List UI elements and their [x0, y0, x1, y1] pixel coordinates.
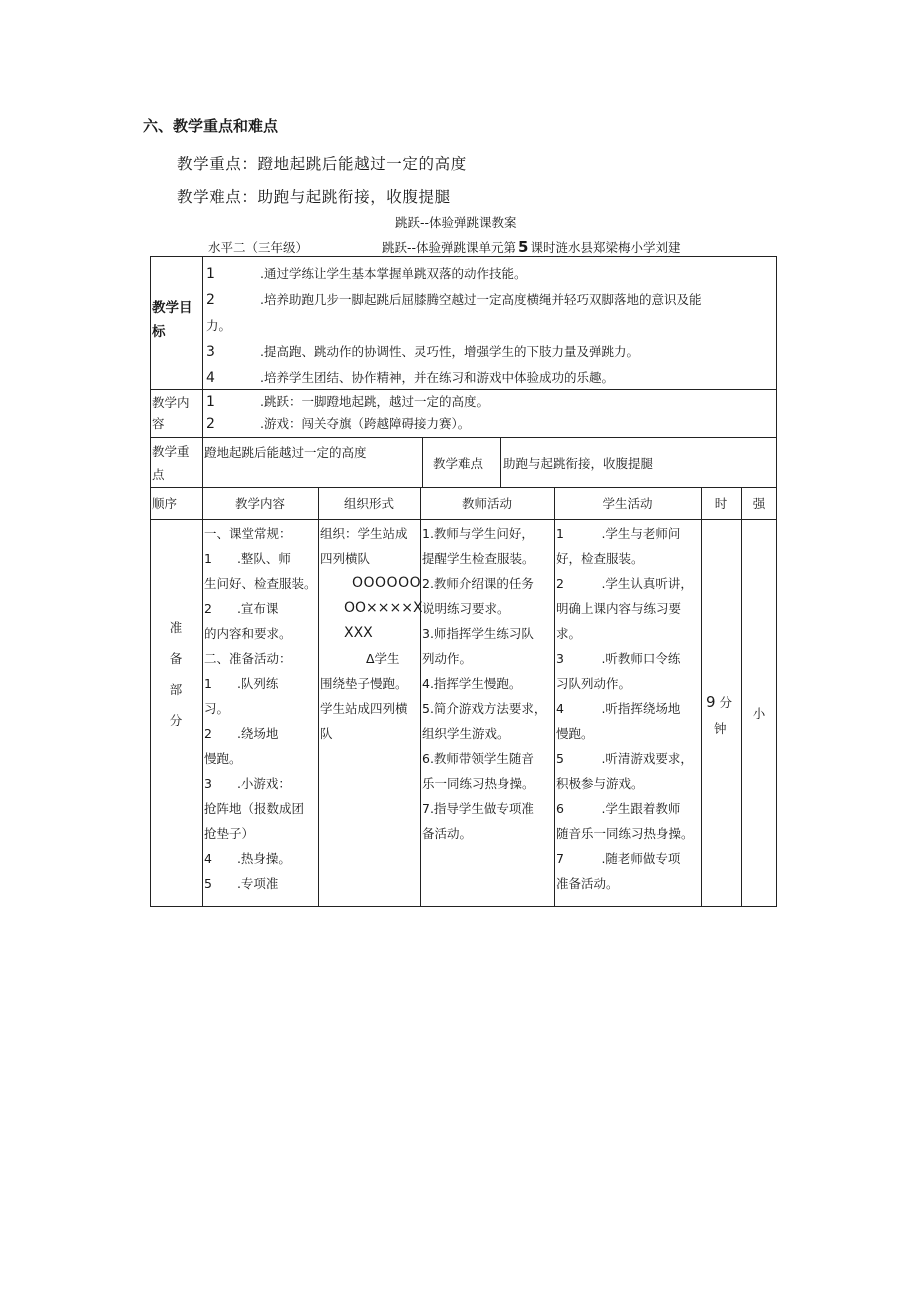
formation-row: OOOOOO	[352, 575, 422, 591]
goals-label-line2: 标	[152, 324, 166, 340]
formation-row: XXX	[344, 625, 373, 641]
prep-teacher-line: 5.简介游戏方法要求，	[422, 701, 547, 716]
prep-student-column	[556, 521, 694, 896]
prep-content-line: 4 .热身操。	[204, 851, 291, 866]
prep-teacher-line: 组织学生游戏。	[422, 726, 510, 741]
goal-item	[206, 287, 701, 313]
row-divider	[150, 519, 777, 520]
goal-text: .培养助跑几步一脚起跳后屈膝腾空越过一定高度横绳并轻巧双脚落地的意识及能	[260, 292, 702, 307]
key-point-line: 教学重点：蹬地起跳后能越过一定的高度	[177, 155, 467, 173]
header-content: 教学内容	[234, 496, 285, 511]
row-divider	[150, 487, 777, 488]
prep-student-line: 随音乐一同练习热身操。	[556, 826, 694, 841]
focus-label	[152, 440, 190, 486]
header-order: 顺序	[152, 496, 178, 511]
prep-student-line: 习队列动作。	[556, 676, 632, 691]
goal-number: 2	[206, 292, 215, 308]
prep-content-column	[204, 521, 317, 896]
prep-content-line: 的内容和要求。	[204, 626, 292, 641]
prep-content-line: 生问好、检查服装。	[204, 576, 317, 591]
focus-key-text: 蹬地起跳后能越过一定的高度	[204, 445, 367, 460]
goal-item	[206, 261, 701, 287]
prep-content-line: 一、课堂常规：	[204, 526, 292, 541]
content-number: 1	[206, 394, 215, 410]
prep-label-char: 分	[169, 713, 183, 728]
prep-org-line: 四列横队	[320, 551, 371, 566]
col-divider	[318, 487, 319, 907]
prep-student-line: 准备活动。	[556, 876, 619, 891]
prep-content-line: 3 .小游戏：	[204, 776, 291, 791]
prep-content-line: 2 .绕场地	[204, 726, 279, 741]
prep-teacher-line: 7.指导学生做专项准	[422, 801, 534, 816]
header-organization: 组织形式	[343, 496, 394, 511]
header-student: 学生活动	[602, 496, 653, 511]
formation-row: OO××××X	[344, 600, 423, 616]
prep-teacher-line: 1.教师与学生问好，	[422, 526, 534, 541]
meta-rest: 课时涟水县郑梁梅小学刘建	[530, 240, 681, 255]
col-divider	[701, 487, 702, 907]
prep-teacher-line: 列动作。	[422, 651, 473, 666]
prep-student-line: 5 .听清游戏要求，	[556, 751, 693, 766]
content-label	[152, 392, 190, 434]
goal-text: 力。	[206, 318, 232, 333]
meta-unit	[382, 238, 680, 256]
goal-item	[206, 313, 701, 339]
prep-student-line: 1 .学生与老师问	[556, 526, 681, 541]
goals-list	[206, 261, 701, 391]
time-number: 9	[706, 693, 716, 711]
goal-number: 3	[206, 344, 215, 360]
content-label-line1: 教学内	[152, 395, 190, 410]
document-title: 跳跃--体验弹跳课教案	[395, 215, 517, 230]
goal-number: 1	[206, 266, 215, 282]
content-list	[206, 391, 489, 435]
prep-teacher-line: 乐一同练习热身操。	[422, 776, 535, 791]
prep-content-line: 1 .队列练	[204, 676, 279, 691]
prep-student-line: 3 .听教师口令练	[556, 651, 681, 666]
prep-student-line: 2 .学生认真听讲，	[556, 576, 693, 591]
prep-student-line: 明确上课内容与练习要	[556, 601, 682, 616]
content-text: .跳跃：一脚蹬地起跳，越过一定的高度。	[260, 394, 489, 409]
focus-label-line2: 点	[152, 467, 165, 482]
meta-unit-text: 跳跃--体验弹跳课单元第	[382, 240, 517, 255]
prep-content-line: 抢阵地（报数成团	[204, 801, 305, 816]
header-time: 时	[714, 496, 728, 511]
prep-student-line: 求。	[556, 626, 582, 641]
meta-level: 水平二（三年级）	[208, 240, 309, 255]
prep-content-line: 抢垫子）	[204, 826, 255, 841]
prep-student-line: 6 .学生跟着教师	[556, 801, 681, 816]
prep-content-line: 2 .宣布课	[204, 601, 279, 616]
prep-teacher-line: 备活动。	[422, 826, 473, 841]
prep-student-line: 7 .随老师做专项	[556, 851, 681, 866]
focus-difficulty-text: 助跑与起跳衔接，收腹提腿	[503, 456, 654, 471]
prep-student-line: 积极参与游戏。	[556, 776, 644, 791]
prep-content-line: 习。	[204, 701, 230, 716]
prep-teacher-line: 4.指挥学生慢跑。	[422, 676, 522, 691]
content-text: .游戏：闯关夺旗（跨越障碍接力赛）。	[260, 416, 471, 431]
prep-teacher-line: 提醒学生检查服装。	[422, 551, 535, 566]
prep-content-line: 慢跑。	[204, 751, 242, 766]
prep-teacher-column	[422, 521, 546, 846]
goals-label	[152, 296, 193, 344]
prep-label-char: 部	[169, 682, 183, 697]
content-item	[206, 413, 489, 435]
prep-section-label	[150, 612, 202, 736]
header-intensity: 强	[752, 496, 766, 511]
prep-teacher-line: 说明练习要求。	[422, 601, 510, 616]
section-heading: 六、教学重点和难点	[143, 117, 279, 135]
content-label-line2: 容	[152, 416, 165, 431]
goal-item	[206, 339, 701, 365]
meta-lesson-number: 5	[518, 238, 529, 256]
prep-org-line: 学生站成四列横	[320, 701, 408, 716]
prep-label-char: 准	[169, 620, 183, 635]
prep-time	[706, 689, 732, 742]
prep-content-line: 1 .整队、师	[204, 551, 291, 566]
goal-text: .培养学生团结、协作精神，并在练习和游戏中体验成功的乐趣。	[260, 370, 614, 385]
prep-org-line: 组织：学生站成	[320, 526, 408, 541]
difficulty-line: 教学难点：助跑与起跳衔接，收腹提腿	[177, 188, 451, 206]
time-unit-line2: 钟	[714, 721, 727, 736]
col-divider	[741, 487, 742, 907]
prep-org-line: Δ学生	[366, 651, 400, 666]
prep-teacher-line: 2.教师介绍课的任务	[422, 576, 534, 591]
prep-student-line: 4 .听指挥绕场地	[556, 701, 681, 716]
col-divider	[422, 437, 423, 487]
prep-label-char: 备	[169, 651, 183, 666]
focus-label-line1: 教学重	[152, 444, 190, 459]
time-unit-minute: 分	[719, 695, 733, 710]
goal-number: 4	[206, 370, 215, 386]
goals-label-line1: 教学目	[152, 300, 193, 316]
goal-text: .提高跑、跳动作的协调性、灵巧性，增强学生的下肢力量及弹跳力。	[260, 344, 639, 359]
prep-teacher-line: 6.教师带领学生随音	[422, 751, 534, 766]
goal-text: .通过学练让学生基本掌握单跳双落的动作技能。	[260, 266, 527, 281]
header-teacher: 教师活动	[461, 496, 512, 511]
focus-difficulty-label: 教学难点	[433, 456, 484, 471]
row-divider	[150, 437, 777, 438]
content-item	[206, 391, 489, 413]
prep-content-line: 二、准备活动：	[204, 651, 292, 666]
col-divider	[500, 437, 501, 487]
prep-teacher-line: 3.师指挥学生练习队	[422, 626, 534, 641]
prep-student-line: 慢跑。	[556, 726, 594, 741]
prep-student-line: 好，检查服装。	[556, 551, 644, 566]
prep-content-line: 5 .专项准	[204, 876, 279, 891]
col-divider	[554, 487, 555, 907]
prep-org-line: 围绕垫子慢跑。	[320, 676, 408, 691]
prep-org-column	[320, 521, 423, 746]
content-number: 2	[206, 416, 215, 432]
col-divider	[202, 256, 203, 907]
prep-intensity: 小	[752, 706, 766, 721]
prep-org-line: 队	[320, 726, 333, 741]
goal-item	[206, 365, 701, 391]
